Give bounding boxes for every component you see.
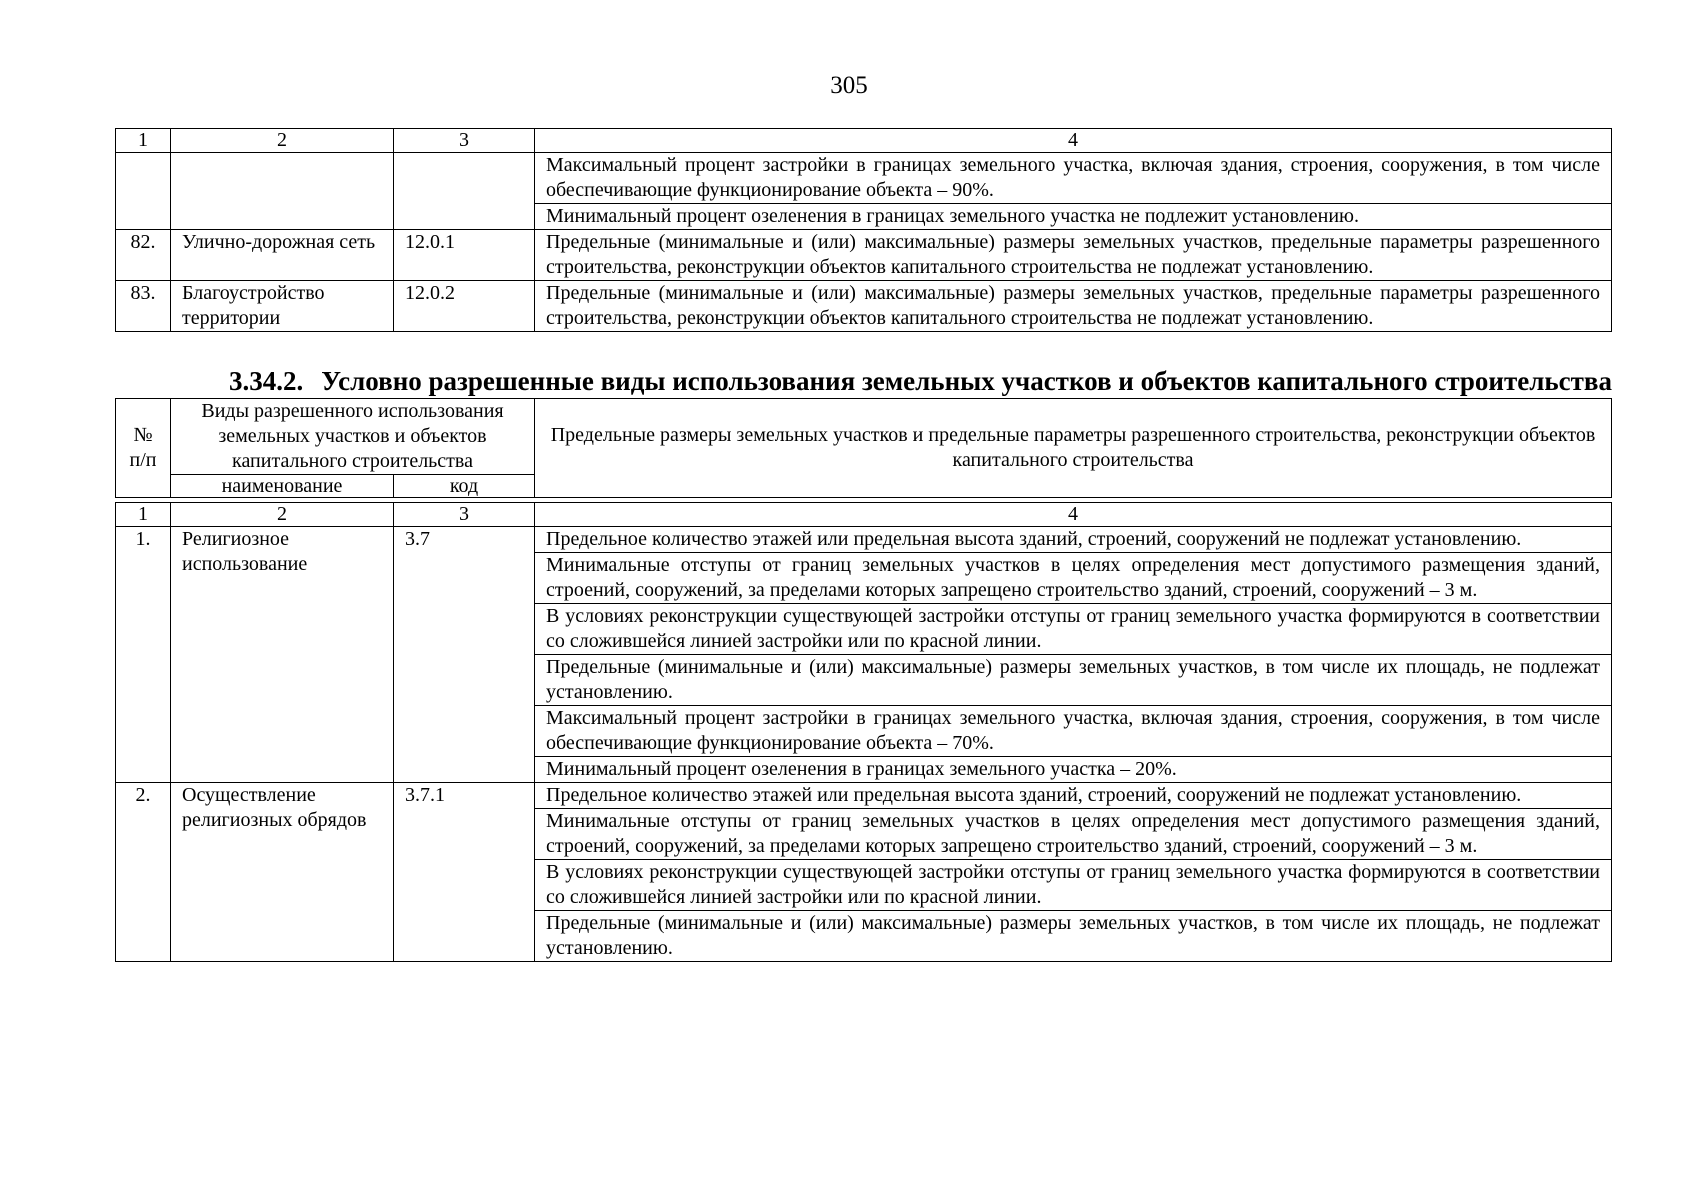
column-number-cell: 4 [535,129,1612,153]
table-row [116,527,1612,553]
use-name: Религиозное использование [171,527,394,783]
column-number-cell: 1 [116,129,171,153]
parameter-text: Предельное количество этажей или предельная высота зданий, строений, сооружений не подлежат установлению. [535,527,1612,553]
header-table [115,398,1612,498]
parameter-text: Максимальный процент застройки в границах земельного участка, включая здания, строения, сооружения, в том числе обеспечивающие функционирование объекта – 70%. [535,706,1612,757]
column-number-cell: 3 [394,503,535,527]
section-heading [115,365,1612,397]
column-number-cell: 2 [171,503,394,527]
column-number-cell: 4 [535,503,1612,527]
use-code: 3.7.1 [394,783,535,962]
use-name: Осуществление религиозных обрядов [171,783,394,962]
use-name: Улично-дорожная сеть [171,230,394,281]
section-number: 3.34.2. [229,366,304,396]
row-number [116,153,171,230]
row-number: 1. [116,527,171,783]
use-name [171,153,394,230]
parameter-text: Минимальный процент озеленения в границах земельного участка не подлежит установлению. [535,204,1612,230]
use-name: Благоустройство территории [171,281,394,332]
parameter-text: Минимальные отступы от границ земельных участков в целях определения мест допустимого размещения зданий, строений, сооружений, за пределами которых запрещено строительство зданий, строений, сооружений – 3 м. [535,553,1612,604]
parameter-text: В условиях реконструкции существующей застройки отступы от границ земельного участка формируются в соответствии со сложившейся линией застройки или по красной линии. [535,860,1612,911]
header-name: наименование [171,475,394,498]
use-code: 3.7 [394,527,535,783]
parameter-text: Минимальный процент озеленения в границах земельного участка – 20%. [535,757,1612,783]
parameter-text: Минимальные отступы от границ земельных участков в целях определения мест допустимого размещения зданий, строений, сооружений, за пределами которых запрещено строительство зданий, строений, сооружений – 3 м. [535,809,1612,860]
section-title-text: Условно разрешенные виды использования земельных участков и объектов капитального строительства [321,366,1612,396]
parameter-text: Предельные (минимальные и (или) максимальные) размеры земельных участков, предельные параметры разрешенного строительства, реконструкции объектов капитального строительства не подлежат установлению. [535,230,1612,281]
header-row [116,399,1612,475]
table-row [116,153,1612,204]
header-num: № п/п [116,399,171,498]
use-code: 12.0.2 [394,281,535,332]
table-row [116,783,1612,809]
row-number: 83. [116,281,171,332]
header-code: код [394,475,535,498]
column-number-row [116,503,1612,527]
column-number-cell: 2 [171,129,394,153]
column-number-cell: 3 [394,129,535,153]
column-number-cell: 1 [116,503,171,527]
parameter-text: Предельные (минимальные и (или) максимальные) размеры земельных участков, предельные параметры разрешенного строительства, реконструкции объектов капитального строительства не подлежат установлению. [535,281,1612,332]
parameter-text: В условиях реконструкции существующей застройки отступы от границ земельного участка формируются в соответствии со сложившейся линией застройки или по красной линии. [535,604,1612,655]
parameter-text: Предельное количество этажей или предельная высота зданий, строений, сооружений не подлежат установлению. [535,783,1612,809]
header-limits: Предельные размеры земельных участков и предельные параметры разрешенного строительства, реконструкции объектов капитального строительства [535,399,1612,498]
parameter-text: Предельные (минимальные и (или) максимальные) размеры земельных участков, в том числе их площадь, не подлежат установлению. [535,655,1612,706]
column-number-row [116,129,1612,153]
header-kinds: Виды разрешенного использования земельных участков и объектов капитального строительства [171,399,535,475]
use-code [394,153,535,230]
parameter-text: Предельные (минимальные и (или) максимальные) размеры земельных участков, в том числе их площадь, не подлежат установлению. [535,911,1612,962]
row-number: 2. [116,783,171,962]
main-table [115,502,1612,962]
page-number: 305 [830,72,868,99]
continuation-table [115,128,1612,332]
table-row [116,230,1612,281]
use-code: 12.0.1 [394,230,535,281]
parameter-text: Максимальный процент застройки в границах земельного участка, включая здания, строения, сооружения, в том числе обеспечивающие функционирование объекта – 90%. [535,153,1612,204]
table-row [116,281,1612,332]
row-number: 82. [116,230,171,281]
